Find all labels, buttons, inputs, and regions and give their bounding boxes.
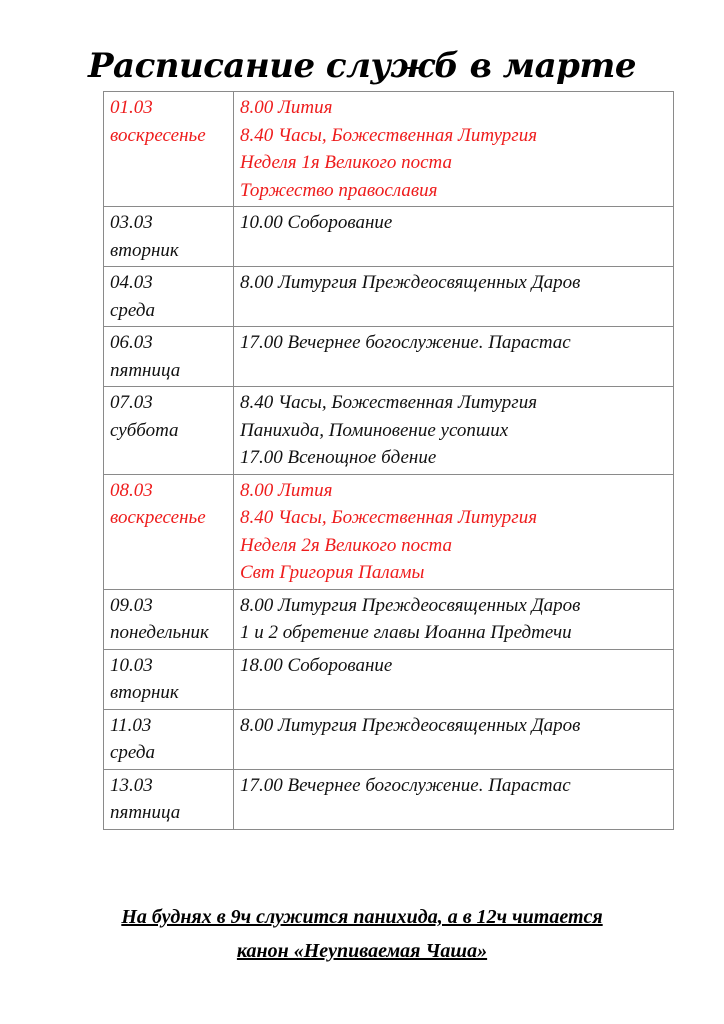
services-cell (234, 589, 674, 649)
date: 10.03 (110, 654, 153, 676)
date-cell (104, 387, 234, 475)
footer-line-1: На буднях в 9ч служится панихида, а в 12ч читается (121, 906, 603, 928)
date-cell (104, 474, 234, 589)
date: 01.03 (110, 97, 153, 118)
services-cell (234, 474, 674, 589)
date: 03.03 (110, 212, 153, 233)
service-entry: Неделя 2я Великого поста (240, 534, 452, 556)
service-entry: 8.00 Литургия Преждеосвященных Даров (240, 594, 581, 616)
date: 13.03 (110, 774, 153, 796)
weekday: вторник (110, 239, 179, 261)
date: 07.03 (110, 392, 153, 413)
service-entry: Свт Григория Паламы (240, 562, 425, 583)
date-cell (104, 649, 234, 709)
service-entry: Панихида, Поминовение усопших (240, 419, 509, 441)
services-cell (234, 387, 674, 475)
date: 11.03 (110, 714, 152, 736)
schedule-table (103, 91, 674, 830)
date-cell (104, 267, 234, 327)
service-entry: 10.00 Соборование (240, 212, 393, 233)
schedule-row (104, 589, 674, 649)
weekday: вторник (110, 682, 179, 703)
services-cell (234, 327, 674, 387)
weekday: среда (110, 742, 156, 763)
services-cell (234, 92, 674, 207)
date-cell (104, 589, 234, 649)
service-entry: 8.00 Литургия Преждеосвященных Даров (240, 714, 581, 736)
date-cell (104, 92, 234, 207)
footer-line-2: канон «Неупиваемая Чаша» (236, 940, 488, 962)
schedule-row (104, 207, 674, 267)
weekday: пятница (110, 802, 181, 823)
schedule-row (104, 474, 674, 589)
schedule-row (104, 387, 674, 475)
services-cell (234, 267, 674, 327)
service-entry: 8.00 Лития (240, 97, 333, 118)
date-cell (104, 327, 234, 387)
weekday: воскресенье (110, 124, 206, 146)
date: 04.03 (110, 272, 153, 293)
services-cell (234, 207, 674, 267)
schedule-body (104, 92, 674, 830)
date: 09.03 (110, 594, 153, 616)
weekday: понедельник (110, 622, 209, 643)
footer-note (0, 900, 724, 968)
date-cell (104, 709, 234, 769)
date-cell (104, 207, 234, 267)
service-entry: 8.00 Лития (240, 479, 333, 501)
service-entry: 8.40 Часы, Божественная Литургия (240, 392, 538, 413)
service-entry: 8.40 Часы, Божественная Литургия (240, 124, 538, 146)
weekday: пятница (110, 359, 181, 381)
schedule-row (104, 649, 674, 709)
weekday: среда (110, 299, 156, 321)
page-title: Расписание служб в марте (87, 46, 637, 86)
services-cell (234, 649, 674, 709)
schedule-row (104, 327, 674, 387)
schedule-row (104, 769, 674, 829)
schedule-row (104, 92, 674, 207)
service-entry: 8.40 Часы, Божественная Литургия (240, 507, 538, 528)
date: 08.03 (110, 479, 153, 501)
service-entry: 17.00 Вечернее богослужение. Парастас (240, 774, 571, 796)
service-entry: 1 и 2 обретение главы Иоанна Предтечи (240, 622, 572, 643)
service-entry: 17.00 Вечернее богослужение. Парастас (240, 332, 571, 353)
service-entry: 17.00 Всенощное бдение (240, 447, 437, 468)
service-entry: Торжество православия (240, 179, 438, 201)
weekday: суббота (110, 419, 179, 441)
schedule-row (104, 709, 674, 769)
service-entry: Неделя 1я Великого поста (240, 152, 452, 173)
date-cell (104, 769, 234, 829)
services-cell (234, 769, 674, 829)
services-cell (234, 709, 674, 769)
service-entry: 18.00 Соборование (240, 654, 393, 676)
weekday: воскресенье (110, 507, 206, 528)
schedule-row (104, 267, 674, 327)
date: 06.03 (110, 332, 153, 353)
service-entry: 8.00 Литургия Преждеосвященных Даров (240, 272, 581, 293)
